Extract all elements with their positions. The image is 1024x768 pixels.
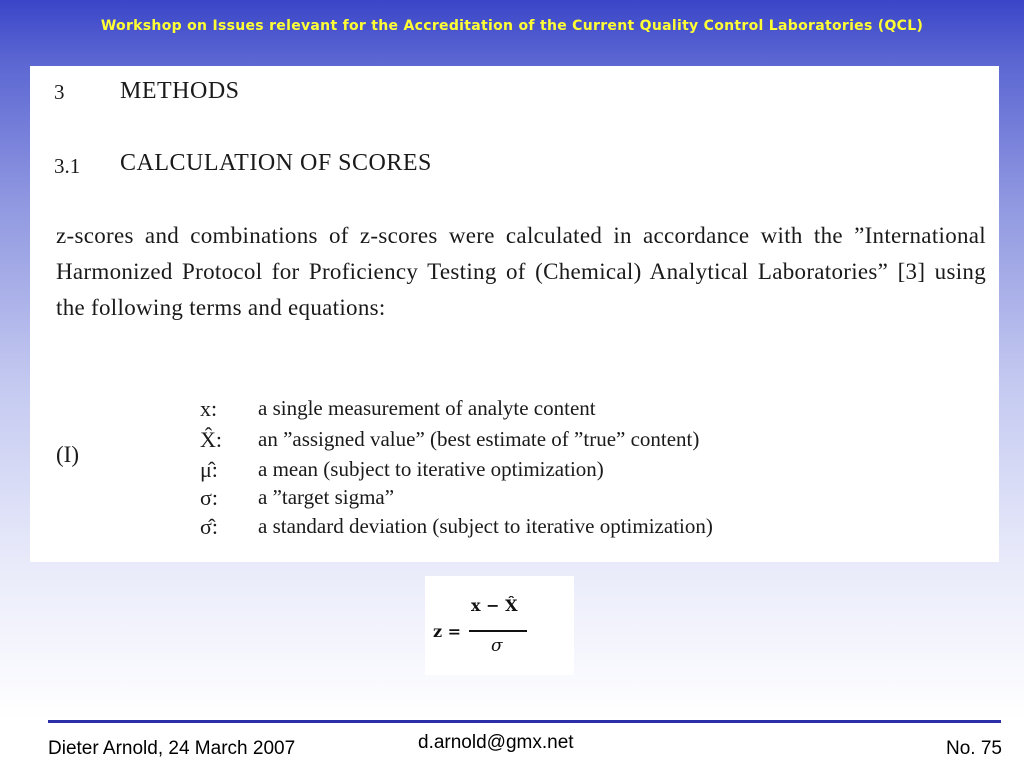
formula-lhs: z = xyxy=(433,622,462,641)
definition-symbol: μ̂: xyxy=(200,457,218,482)
formula-denominator: σ xyxy=(491,636,503,656)
definition-symbol: σ̂: xyxy=(200,514,218,539)
section-number: 3 xyxy=(54,80,65,104)
definition-text: a ”target sigma” xyxy=(258,485,395,509)
definition-symbol: σ: xyxy=(200,485,218,510)
definition-symbol: x: xyxy=(200,396,218,421)
slide-number: No. 75 xyxy=(946,738,1002,759)
definition-text: a mean (subject to iterative optimization) xyxy=(258,457,604,481)
footer-author-date: Dieter Arnold, 24 March 2007 xyxy=(48,738,296,759)
slide-header-title: Workshop on Issues relevant for the Accreditation of the Current Quality Control Laboratories (QCL) xyxy=(100,18,924,34)
section-title: METHODS xyxy=(120,78,240,104)
z-score-formula xyxy=(425,576,574,675)
footer-divider xyxy=(48,720,1001,723)
methods-paragraph: z-scores and combinations of z-scores were calculated in accordance with the ”International Harmonized Protocol for Proficiency Testing of (Chemical) Analytical Laboratories” [3] using the following terms and equations: xyxy=(56,223,986,320)
subsection-number: 3.1 xyxy=(54,154,81,178)
definition-text: an ”assigned value” (best estimate of ”true” content) xyxy=(258,427,700,451)
formula-numerator: x − X̂ xyxy=(471,596,518,615)
subsection-title: CALCULATION OF SCORES xyxy=(120,150,432,176)
definition-text: a standard deviation (subject to iterative optimization) xyxy=(258,514,713,538)
definition-symbol: X̂: xyxy=(200,427,222,452)
fraction-bar xyxy=(469,630,527,632)
document-scan xyxy=(30,66,999,562)
equation-label: (I) xyxy=(56,442,79,467)
definition-text: a single measurement of analyte content xyxy=(258,396,596,420)
footer-email: d.arnold@gmx.net xyxy=(418,732,574,753)
